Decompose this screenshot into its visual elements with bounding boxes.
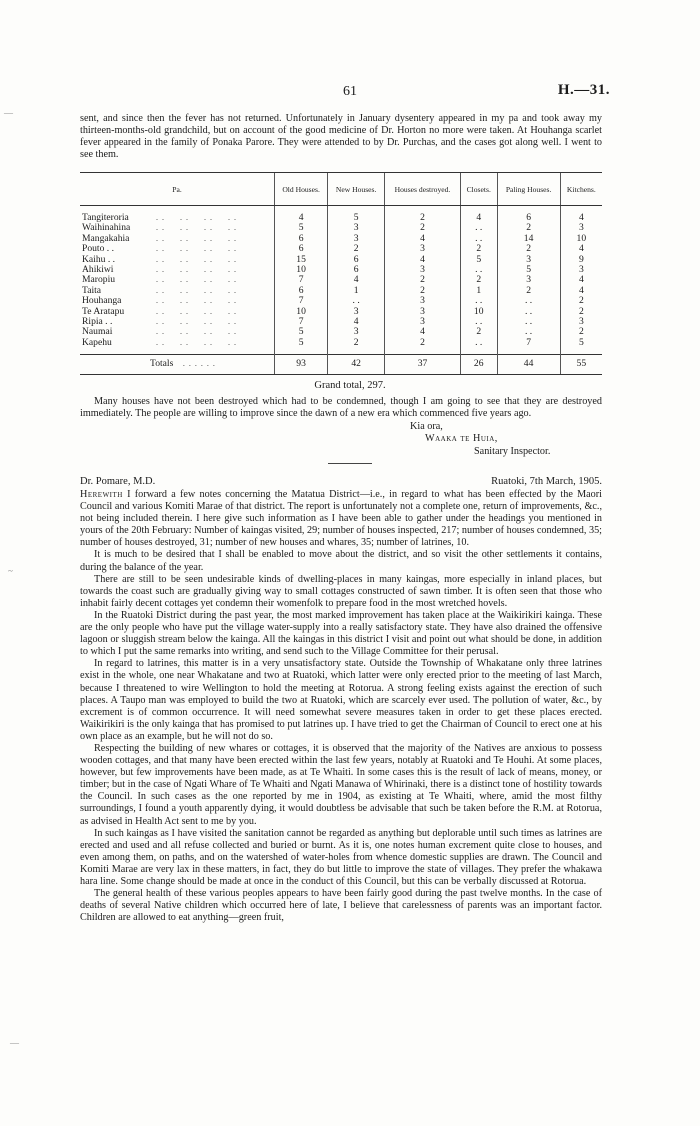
houses-destroyed-cell: 3 bbox=[385, 296, 461, 306]
closets-cell: 10 bbox=[460, 307, 497, 317]
old-houses-cell: 6 bbox=[275, 244, 328, 254]
new-houses-cell: 2 bbox=[328, 338, 385, 348]
column-header-old-houses: Old Houses. bbox=[275, 173, 328, 206]
closets-cell: . . bbox=[460, 338, 497, 348]
paling-houses-cell: 7 bbox=[497, 338, 560, 348]
kitchens-cell: 2 bbox=[560, 327, 602, 337]
column-header-pa: Pa. bbox=[80, 173, 275, 206]
kitchens-cell: 4 bbox=[560, 206, 602, 224]
new-houses-cell: . . bbox=[328, 296, 385, 306]
new-houses-cell: 3 bbox=[328, 223, 385, 233]
old-houses-cell: 10 bbox=[275, 307, 328, 317]
leader-dots: . . . . . . . . bbox=[156, 254, 237, 264]
table-row bbox=[80, 206, 602, 224]
kitchens-cell: 3 bbox=[560, 317, 602, 327]
letter-heading bbox=[80, 476, 602, 487]
paling-houses-cell: . . bbox=[497, 327, 560, 337]
letter-paragraph: The general health of these various peoples appears to have been fairly good during the past twelve months. In the case of deaths of several Native children which occurred here of late, I believe that carelessness of parents was an important factor. Children are allowed to eat anything—green fruit, bbox=[80, 888, 602, 924]
new-houses-cell: 3 bbox=[328, 234, 385, 244]
pa-name: Tangiteroria bbox=[82, 212, 129, 223]
pa-statistics-table bbox=[80, 172, 602, 375]
houses-destroyed-cell: 4 bbox=[385, 234, 461, 244]
letter-paragraph: Respecting the building of new whares or cottages, it is observed that the majority of the Natives are anxious to possess wooden cottages, and that many have been erected within the last few years, notably at Ruatoki and Te Houhi. At some places, however, but few improvements have been made, as at Te Whaiti. In some cases this is the result of lack of means, money, or timber; but in the case of Ngati Whare of Te Whaiti and Ngati Manawa of Whirinaki, there is a distinct tone of hostility towards the Council. In such cases as the one reported by me in 1904, as existing at Te Whaiti, where, amid the most filthy surroundings, I found a youth apparently dying, it would doubtless be advisable that such be taken before the R.M. at Rotorua, as advised in Health Act sent to me by you. bbox=[80, 742, 602, 827]
closets-cell: 2 bbox=[460, 275, 497, 285]
houses-destroyed-cell: 2 bbox=[385, 275, 461, 285]
old-houses-cell: 6 bbox=[275, 234, 328, 244]
kitchens-cell: 4 bbox=[560, 286, 602, 296]
total-new-houses: 42 bbox=[328, 355, 385, 374]
column-header-paling-houses: Paling Houses. bbox=[497, 173, 560, 206]
paling-houses-cell: 6 bbox=[497, 206, 560, 224]
leader-dots: . . . . . . . . bbox=[156, 327, 237, 337]
report-reference: H.—31. bbox=[557, 82, 610, 98]
new-houses-cell: 3 bbox=[328, 307, 385, 317]
closets-cell: 5 bbox=[460, 255, 497, 265]
letter-body bbox=[80, 489, 602, 924]
letter-paragraph bbox=[80, 489, 602, 549]
section-divider bbox=[328, 463, 372, 464]
houses-destroyed-cell: 3 bbox=[385, 317, 461, 327]
new-houses-cell: 3 bbox=[328, 327, 385, 337]
letter-paragraph: In the Ruatoki District during the past year, the most marked improvement has taken place at the Waikirikiri kainga. These are the only people who have put the village water-supply into a really satisfactory state. They have also drained the offensive lagoon or sluggish stream below the kainga. All the kaingas in this district I visit and point out what should be done, in addition to which I put the same remarks into writing, and send such to the Village Committee for their perusal. bbox=[80, 609, 602, 658]
old-houses-cell: 6 bbox=[275, 286, 328, 296]
paling-houses-cell: 2 bbox=[497, 244, 560, 254]
grand-total: Grand total, 297. bbox=[314, 380, 386, 391]
kitchens-cell: 3 bbox=[560, 223, 602, 233]
houses-destroyed-cell: 4 bbox=[385, 327, 461, 337]
leader-dots: . . . . . . . . bbox=[156, 317, 237, 327]
total-old-houses: 93 bbox=[275, 355, 328, 374]
column-header-new-houses: New Houses. bbox=[328, 173, 385, 206]
pa-name: Naumai bbox=[82, 326, 113, 338]
paling-houses-cell: . . bbox=[497, 317, 560, 327]
leader-dots: . . . . . . . . bbox=[156, 337, 237, 347]
houses-destroyed-cell: 2 bbox=[385, 223, 461, 233]
closets-cell: . . bbox=[460, 234, 497, 244]
letter-paragraph: In such kaingas as I have visited the sanitation cannot be regarded as anything but deplorable until such times as latrines are erected and used and all refuse collected and buried or burnt. As it is, one notes human excrement quite close to houses, and even among them, on paths, and on the watershed of water-holes from whence domestic supplies are drawn. The Council and Komiti Marae are very lax in these matters, in fact, they do but little to improve the state of villages. They prefer the whakawa hara line. Some change should be made at once in the conduct of this Council, but this can be verbally discussed at Rotorua. bbox=[80, 827, 602, 887]
letter-paragraph: It is much to be desired that I shall be enabled to move about the district, and so visit the other settlements it contains, during the balance of the year. bbox=[80, 549, 602, 573]
margin-pencil-mark: — bbox=[10, 1038, 19, 1048]
paling-houses-cell: . . bbox=[497, 296, 560, 306]
table-row bbox=[80, 244, 602, 254]
leader-dots: . . . . . . . . bbox=[156, 265, 237, 275]
pa-name: Waihinahina bbox=[82, 222, 131, 234]
column-header-closets: Closets. bbox=[460, 173, 497, 206]
paling-houses-cell: 3 bbox=[497, 255, 560, 265]
letter-paragraph: There are still to be seen undesirable kinds of dwelling-places in many kaingas, more especially in inland places, but towards the coast such are gradually giving way to small cottages constructed of sawn timber. It is often seen that those who inhabit fairly decent cottages yet condemn their womenfolk to prepare food in the most wretched hovels. bbox=[80, 573, 602, 609]
table-row bbox=[80, 286, 602, 296]
closets-cell: . . bbox=[460, 317, 497, 327]
pa-name-cell bbox=[80, 338, 275, 348]
new-houses-cell: 1 bbox=[328, 286, 385, 296]
signoff-greeting: Kia ora, bbox=[410, 421, 443, 432]
old-houses-cell: 15 bbox=[275, 255, 328, 265]
old-houses-cell: 7 bbox=[275, 275, 328, 285]
pa-name: Taita bbox=[82, 284, 102, 296]
kitchens-cell: 4 bbox=[560, 275, 602, 285]
pa-name: Ahikiwi bbox=[82, 264, 114, 276]
closets-cell: 2 bbox=[460, 327, 497, 337]
new-houses-cell: 5 bbox=[328, 206, 385, 224]
pa-name: Pouto . . bbox=[82, 243, 114, 255]
margin-pencil-mark: — bbox=[4, 108, 13, 118]
leader-dots: . . . . . . . . bbox=[156, 306, 237, 316]
closets-cell: 2 bbox=[460, 244, 497, 254]
table-row bbox=[80, 255, 602, 265]
closets-cell: . . bbox=[460, 265, 497, 275]
total-paling-houses: 44 bbox=[497, 355, 560, 374]
pa-name: Mangakahia bbox=[82, 232, 130, 244]
kitchens-cell: 9 bbox=[560, 255, 602, 265]
table-header-row bbox=[80, 173, 602, 206]
margin-pencil-mark: ~ bbox=[8, 566, 13, 576]
kitchens-cell: 2 bbox=[560, 296, 602, 306]
kitchens-cell: 10 bbox=[560, 234, 602, 244]
pa-name-cell bbox=[80, 206, 275, 224]
paling-houses-cell: . . bbox=[497, 307, 560, 317]
closets-cell: . . bbox=[460, 223, 497, 233]
old-houses-cell: 4 bbox=[275, 206, 328, 224]
houses-destroyed-cell: 3 bbox=[385, 244, 461, 254]
houses-destroyed-cell: 2 bbox=[385, 338, 461, 348]
pa-name: Te Aratapu bbox=[82, 305, 125, 317]
new-houses-cell: 4 bbox=[328, 317, 385, 327]
leader-dots: . . . . . . . . bbox=[156, 275, 237, 285]
table-body bbox=[80, 206, 602, 349]
houses-destroyed-cell: 4 bbox=[385, 255, 461, 265]
letter-paragraph-1-text: I forward a few notes concerning the Matatua District—i.e., in regard to what has been effected by the Maori Council and various Komiti Marae of that district. The report is unfortunately not a complete one, return of improvements, &c., not being included therein. I here give such information as I have been able to gather under the headings you mentioned in yours of the 20th February: Number of kaingas visited, 29; number of houses inspected, 217; number of houses condemned, 35; number of houses destroyed, 31; number of new houses and whares, 35; number of latrines, 10. bbox=[80, 489, 602, 549]
houses-destroyed-cell: 2 bbox=[385, 286, 461, 296]
old-houses-cell: 5 bbox=[275, 223, 328, 233]
houses-destroyed-cell: 3 bbox=[385, 307, 461, 317]
pa-name: Maropiu bbox=[82, 274, 116, 286]
after-table-block bbox=[80, 396, 602, 420]
signoff-name: Waaka te Huia, bbox=[425, 433, 498, 444]
table-row bbox=[80, 317, 602, 327]
new-houses-cell: 6 bbox=[328, 265, 385, 275]
letter-place-date: Ruatoki, 7th March, 1905. bbox=[491, 476, 602, 487]
houses-destroyed-cell: 2 bbox=[385, 206, 461, 224]
total-houses-destroyed: 37 bbox=[385, 355, 461, 374]
totals-label-cell bbox=[80, 355, 275, 374]
new-houses-cell: 6 bbox=[328, 255, 385, 265]
old-houses-cell: 10 bbox=[275, 265, 328, 275]
closets-cell: 4 bbox=[460, 206, 497, 224]
leader-dots: . . . . . . . . bbox=[156, 223, 237, 233]
table-row bbox=[80, 338, 602, 348]
kitchens-cell: 3 bbox=[560, 265, 602, 275]
leader-dots: . . . . . . . . bbox=[156, 244, 237, 254]
kitchens-cell: 2 bbox=[560, 307, 602, 317]
column-header-kitchens: Kitchens. bbox=[560, 173, 602, 206]
total-kitchens: 55 bbox=[560, 355, 602, 374]
closets-cell: . . bbox=[460, 296, 497, 306]
pa-name: Houhanga bbox=[82, 295, 122, 307]
old-houses-cell: 7 bbox=[275, 296, 328, 306]
leader-dots: . . . . . . . . bbox=[156, 296, 237, 306]
old-houses-cell: 5 bbox=[275, 338, 328, 348]
totals-label: Totals bbox=[150, 358, 174, 370]
pa-name: Kaihu . . bbox=[82, 253, 116, 265]
intro-paragraph: sent, and since then the fever has not returned. Unfortunately in January dysentery appeared in my pa and took away my thirteen-months-old grandchild, but on account of the good medicine of Dr. Horton no more were taken. At Houhanga scarlet fever appeared in the family of Ponaka Parore. They were attended to by Dr. Purchas, and the cases got along well. I went to see them. bbox=[80, 113, 602, 161]
pa-name: Ripia . . bbox=[82, 316, 113, 328]
paling-houses-cell: 2 bbox=[497, 286, 560, 296]
letter-paragraph: In regard to latrines, this matter is in a very unsatisfactory state. Outside the Township of Whakatane only three latrines exist in the whole, one near Whakatane and two at Ruatoki, which latter were only erected prior to the meeting of last March, because I threatened to wire Wellington to hold the meeting at Rotorua. A strong feeling exists against the erection of such places. A Taupo man was employed to build the two at Ruatoki, which are scarcely ever used. The pollution of water, &c., by excrement is of common occurrence. It will need somewhat severe measures taken in order to get these places erected. Waikirikiri is the only kainga that has promised to put latrines up. I have tried to get the Chairman of Council to erect one at his own place as an example, but he will not do so. bbox=[80, 658, 602, 742]
new-houses-cell: 4 bbox=[328, 275, 385, 285]
pa-name-cell bbox=[80, 275, 275, 285]
houses-destroyed-cell: 3 bbox=[385, 265, 461, 275]
old-houses-cell: 5 bbox=[275, 327, 328, 337]
pa-name: Kapehu bbox=[82, 336, 112, 348]
table-row bbox=[80, 234, 602, 244]
table-row bbox=[80, 327, 602, 337]
closets-cell: 1 bbox=[460, 286, 497, 296]
totals-row bbox=[80, 355, 602, 374]
paling-houses-cell: 3 bbox=[497, 275, 560, 285]
paling-houses-cell: 2 bbox=[497, 223, 560, 233]
page-number: 61 bbox=[343, 84, 357, 99]
kitchens-cell: 5 bbox=[560, 338, 602, 348]
table-row bbox=[80, 296, 602, 306]
totals-leader-dots: . . . . . . bbox=[182, 359, 216, 369]
table-row bbox=[80, 275, 602, 285]
signoff-title: Sanitary Inspector. bbox=[474, 446, 551, 457]
leader-dots: . . . . . . . . bbox=[156, 213, 237, 222]
intro-paragraph-block bbox=[80, 113, 602, 161]
total-closets: 26 bbox=[460, 355, 497, 374]
kitchens-cell: 4 bbox=[560, 244, 602, 254]
table-row bbox=[80, 307, 602, 317]
new-houses-cell: 2 bbox=[328, 244, 385, 254]
leader-dots: . . . . . . . . bbox=[156, 285, 237, 295]
paling-houses-cell: 5 bbox=[497, 265, 560, 275]
letter-addressee: Dr. Pomare, M.D. bbox=[80, 476, 156, 487]
table-row bbox=[80, 265, 602, 275]
after-table-paragraph: Many houses have not been destroyed which had to be condemned, though I am going to see that they are destroyed immediately. The people are willing to improve since the dawn of a new era which commenced five years ago. bbox=[80, 396, 602, 420]
column-header-houses-destroyed: Houses destroyed. bbox=[385, 173, 461, 206]
leader-dots: . . . . . . . . bbox=[156, 233, 237, 243]
letter-opening-word: Herewith bbox=[80, 489, 123, 500]
paling-houses-cell: 14 bbox=[497, 234, 560, 244]
old-houses-cell: 7 bbox=[275, 317, 328, 327]
